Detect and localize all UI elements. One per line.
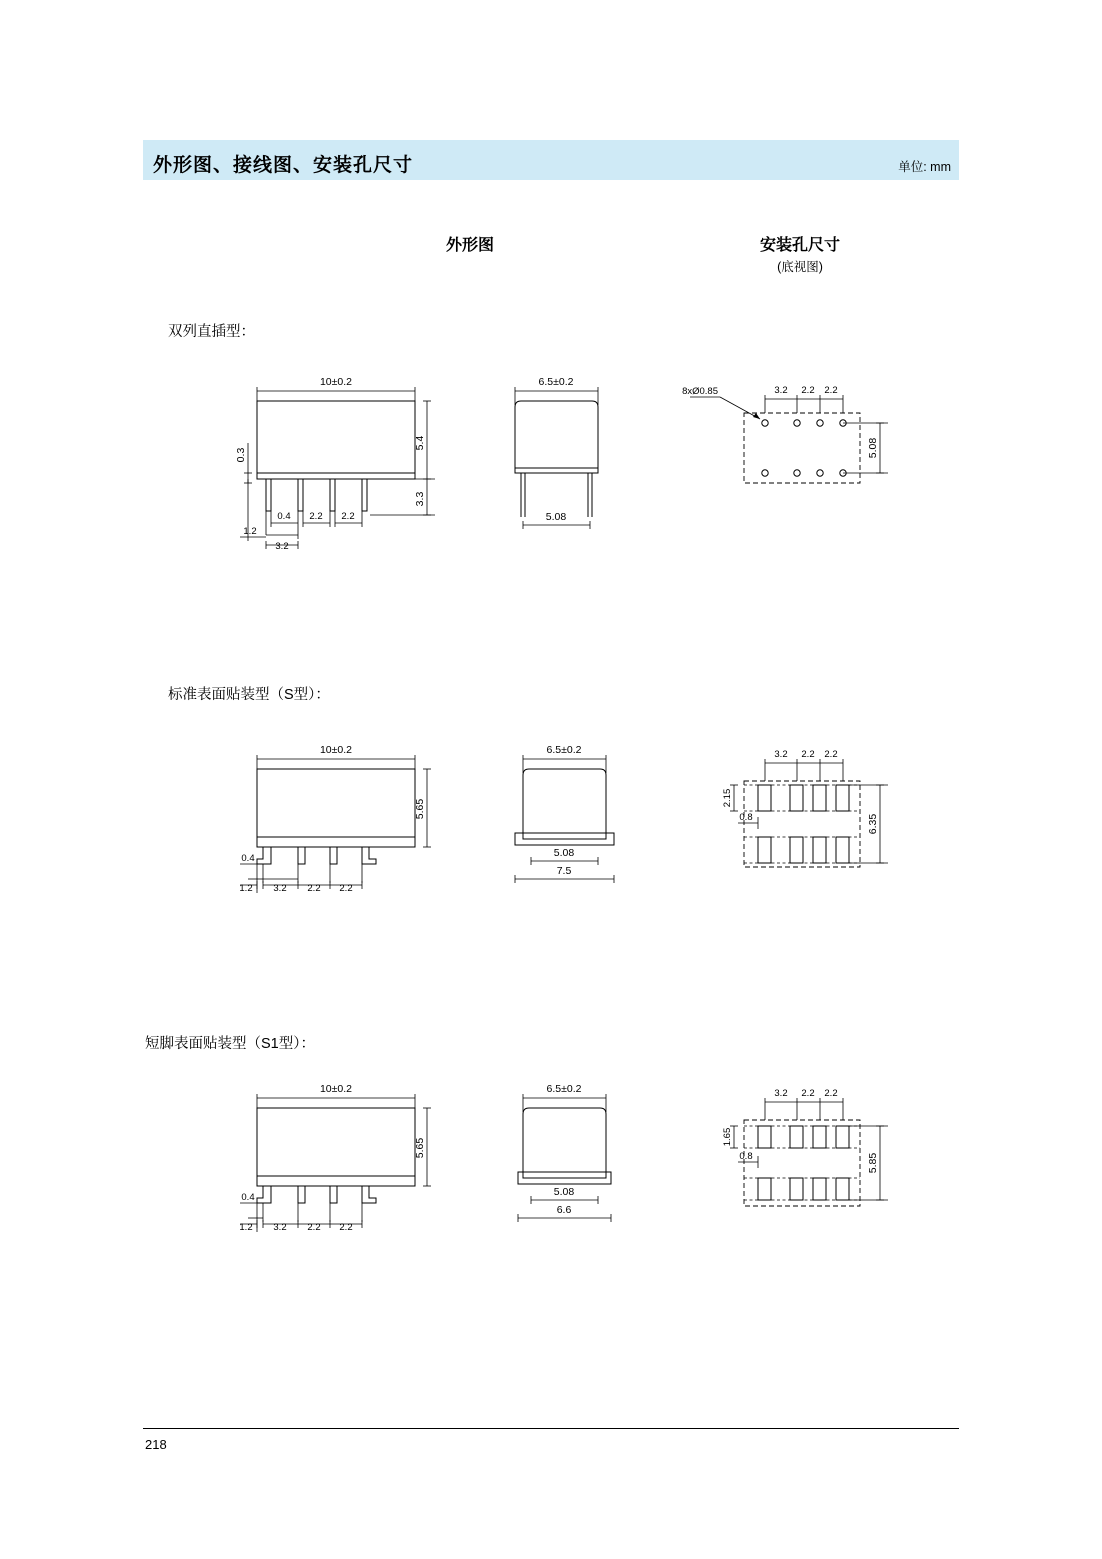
page-number: 218 (145, 1437, 167, 1452)
dim-s1-12: 1.2 (239, 1222, 253, 1233)
page-title: 外形图、接线图、安装孔尺寸 (153, 155, 414, 176)
drawing-dip-side (495, 365, 655, 565)
column-caption-outline-label: 外形图 (445, 237, 494, 254)
dim-s-22a: 2.2 (307, 883, 321, 894)
dim-holes-p22a: 2.2 (801, 385, 815, 396)
dim-h54: 5.4 (414, 435, 426, 451)
drawing-s-front (230, 733, 460, 923)
section-label-dip: 双列直插型： (168, 324, 255, 340)
dim-s-22b: 2.2 (339, 883, 353, 894)
dim-s1-pad-22b: 2.2 (824, 1088, 838, 1099)
dim-s1-585: 5.85 (867, 1152, 879, 1174)
section-label-smd-s1: 短脚表面贴装型（S1型）： (145, 1036, 315, 1052)
dim-s-w75: 7.5 (556, 865, 572, 877)
dim-s1-508: 5.08 (553, 1186, 575, 1198)
column-caption-mounting (710, 232, 890, 275)
dim-p12: 1.2 (243, 526, 257, 537)
dim-s-215: 2.15 (722, 788, 733, 808)
dim-s1-w66: 6.6 (556, 1204, 572, 1216)
dim-p22b: 2.2 (341, 511, 355, 522)
dim-s-w10: 10±0.2 (319, 744, 353, 756)
dim-s-pad-22b: 2.2 (824, 749, 838, 760)
unit-label: 单位: mm (898, 160, 951, 174)
dim-s1-pad-22a: 2.2 (801, 1088, 815, 1099)
dim-s1-w65: 6.5±0.2 (546, 1083, 582, 1095)
dim-w10: 10±0.2 (319, 376, 353, 388)
dim-p508-side: 5.08 (545, 511, 567, 523)
dim-s1-22a: 2.2 (307, 1222, 321, 1233)
dim-s-08: 0.8 (739, 812, 753, 823)
dim-s1-165: 1.65 (722, 1127, 733, 1147)
dim-holes-p22b: 2.2 (824, 385, 838, 396)
section-label-smd-s: 标准表面贴装型（S型）： (168, 687, 330, 703)
dim-s1-w10: 10±0.2 (319, 1083, 353, 1095)
dim-s-508: 5.08 (553, 847, 575, 859)
column-caption-mounting-label: 安装孔尺寸 (759, 237, 840, 254)
dim-s-12: 1.2 (239, 883, 253, 894)
dim-s-635: 6.35 (867, 813, 879, 835)
dim-s1-22b: 2.2 (339, 1222, 353, 1233)
dim-s-pad-32: 3.2 (774, 749, 788, 760)
dim-s-w65: 6.5±0.2 (546, 744, 582, 756)
footer-divider (143, 1428, 959, 1429)
drawing-s1-front (230, 1072, 460, 1262)
dim-w65: 6.5±0.2 (538, 376, 574, 388)
dim-h33: 3.3 (414, 491, 426, 507)
dim-s1-pad-32: 3.2 (774, 1088, 788, 1099)
drawing-dip-front (230, 365, 460, 565)
dim-s1-08: 0.8 (739, 1151, 753, 1162)
dim-s1-04: 0.4 (241, 1192, 255, 1203)
dim-s-pad-22a: 2.2 (801, 749, 815, 760)
dim-p22a: 2.2 (309, 511, 323, 522)
dim-h03: 0.3 (235, 447, 247, 463)
dim-s-32: 3.2 (273, 883, 287, 894)
drawing-s1-side (495, 1072, 665, 1262)
dim-holes-p32: 3.2 (774, 385, 788, 396)
section-header-band (143, 140, 959, 180)
drawing-s-side (495, 733, 665, 923)
dim-s1-32: 3.2 (273, 1222, 287, 1233)
dim-s1-h565: 5.65 (414, 1137, 426, 1159)
dim-holes-508: 5.08 (867, 437, 879, 459)
dim-holes-count: 8xØ0.85 (682, 386, 718, 397)
dim-p32: 3.2 (275, 541, 289, 552)
dim-s-04: 0.4 (241, 853, 255, 864)
drawing-s-pads (690, 733, 920, 923)
drawing-s1-pads (690, 1072, 920, 1262)
drawing-dip-holes (682, 365, 920, 565)
column-caption-outline (380, 232, 560, 255)
dim-p04: 0.4 (277, 511, 291, 522)
column-caption-mounting-sub: (底视图) (777, 260, 823, 274)
dim-s-h565: 5.65 (414, 798, 426, 820)
